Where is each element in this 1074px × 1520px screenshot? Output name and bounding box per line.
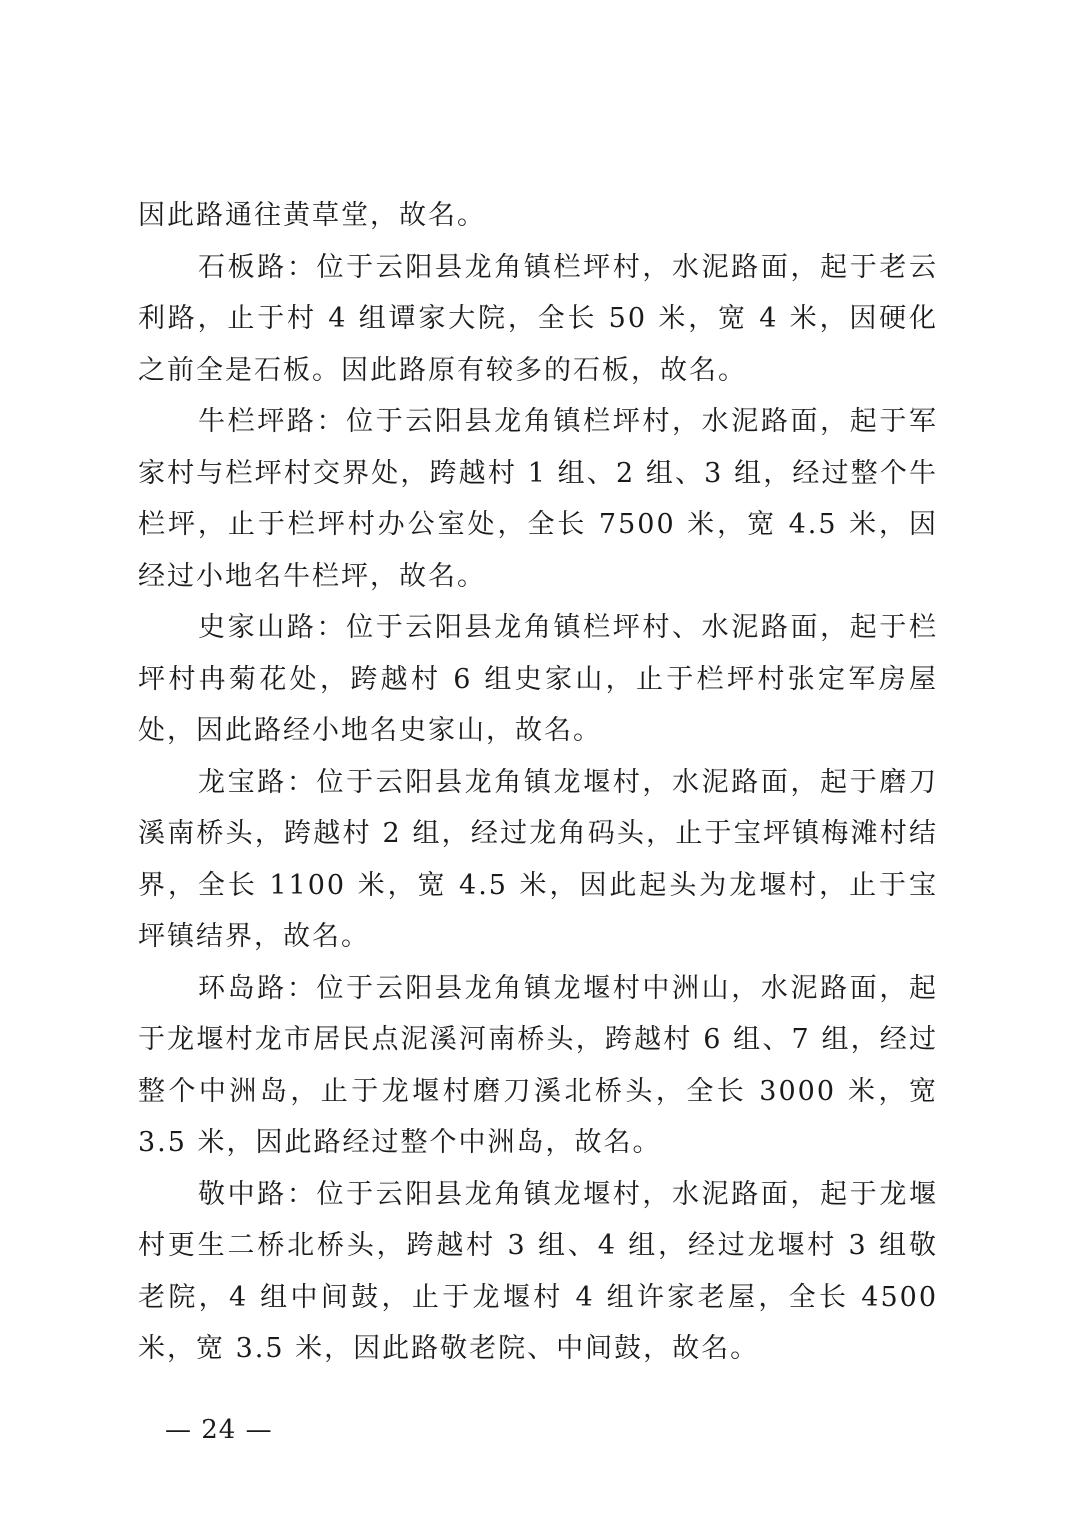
document-body <box>138 190 938 1375</box>
paragraph-jingzhong-road: 敬中路：位于云阳县龙角镇龙堰村，水泥路面，起于龙堰村更生二桥北桥头，跨越村 3 组、4 组，经过龙堰村 3 组敬老院，4 组中间鼓，止于龙堰村 4 组许家老屋，全长 4500 米，宽 3.5 米，因此路敬老院、中间鼓，故名。 <box>138 1178 938 1364</box>
paragraph-continuation: 因此路通往黄草堂，故名。 <box>138 200 486 231</box>
paragraph-niulanping-road: 牛栏坪路：位于云阳县龙角镇栏坪村，水泥路面，起于军家村与栏坪村交界处，跨越村 1 组、2 组、3 组，经过整个牛栏坪，止于栏坪村办公室处，全长 7500 米，宽 4.5 米，因经过小地名牛栏坪，故名。 <box>138 406 938 592</box>
paragraph-longbao-road: 龙宝路：位于云阳县龙角镇龙堰村，水泥路面，起于磨刀溪南桥头，跨越村 2 组，经过龙角码头，止于宝坪镇梅滩村结界，全长 1100 米，宽 4.5 米，因此起头为龙堰村，止于宝坪镇结界，故名。 <box>138 766 938 952</box>
paragraph-shijiashan-road: 史家山路：位于云阳县龙角镇栏坪村、水泥路面，起于栏坪村冉菊花处，跨越村 6 组史家山，止于栏坪村张定军房屋处，因此路经小地名史家山，故名。 <box>138 612 938 746</box>
page-number: — 24 — <box>165 1415 273 1445</box>
paragraph-shiban-road: 石板路：位于云阳县龙角镇栏坪村，水泥路面，起于老云利路，止于村 4 组谭家大院，全长 50 米，宽 4 米，因硬化之前全是石板。因此路原有较多的石板，故名。 <box>138 251 938 386</box>
paragraph-huandao-road: 环岛路：位于云阳县龙角镇龙堰村中洲山，水泥路面，起于龙堰村龙市居民点泥溪河南桥头，跨越村 6 组、7 组，经过整个中洲岛，止于龙堰村磨刀溪北桥头，全长 3000 米，宽 3.5 米，因此路经过整个中洲岛，故名。 <box>138 972 938 1158</box>
